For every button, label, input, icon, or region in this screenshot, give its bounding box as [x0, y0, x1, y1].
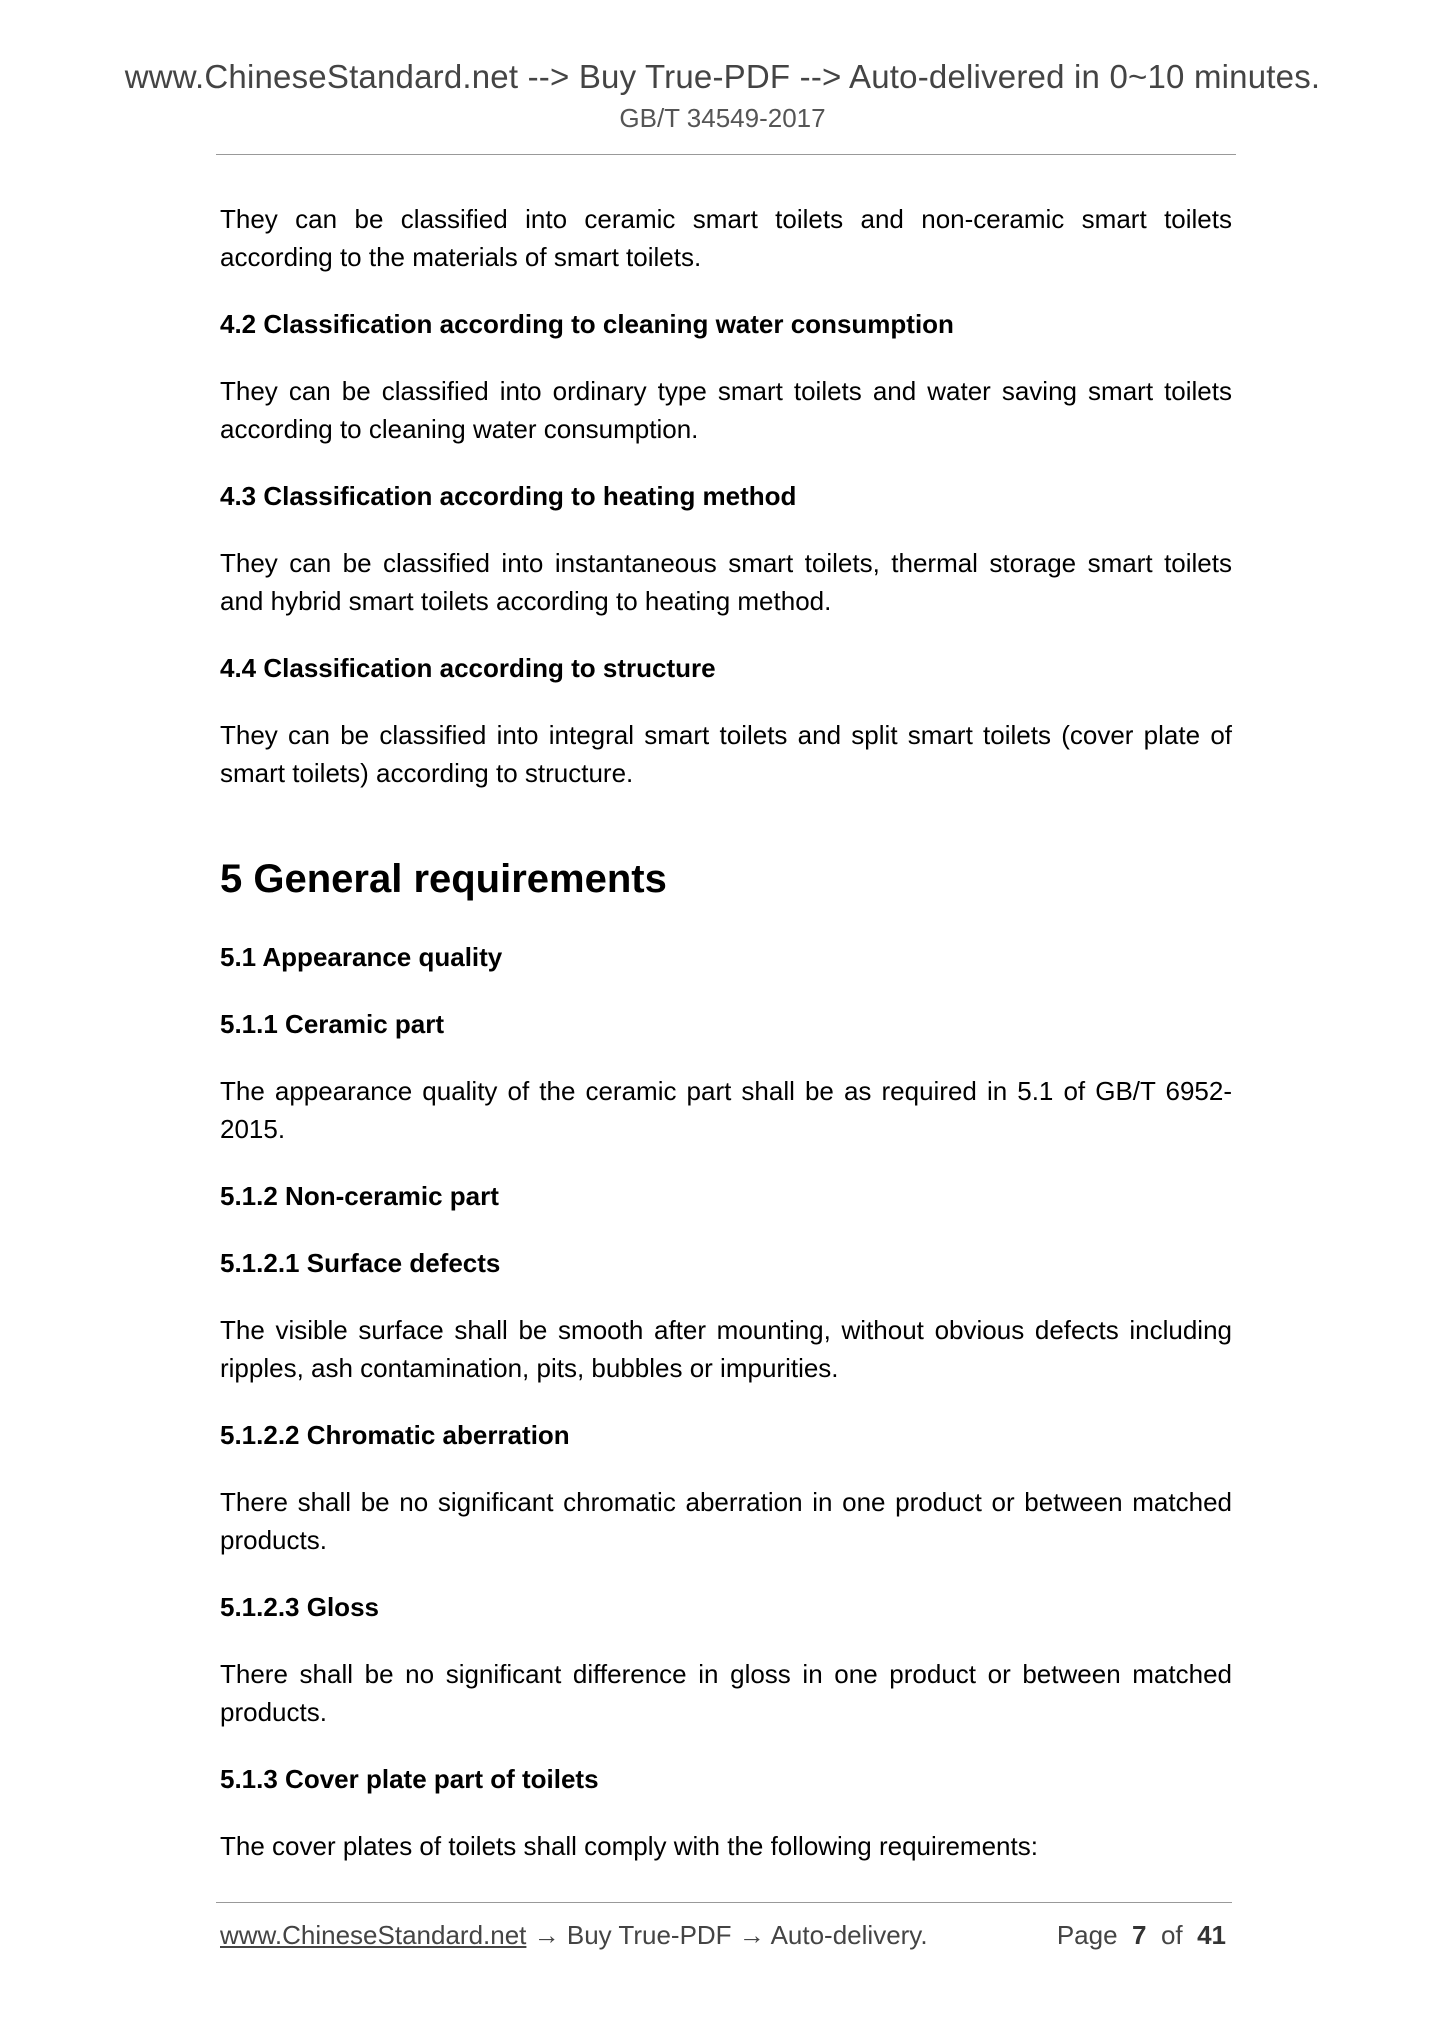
heading-5-1-2-1: 5.1.2.1 Surface defects: [220, 1248, 501, 1278]
site-banner: www.ChineseStandard.net --> Buy True-PDF --> Auto-delivered in 0~10 minutes.: [124, 58, 1321, 95]
heading-4-3: 4.3 Classification according to heating method: [220, 481, 797, 511]
heading-5-1-2-2: 5.1.2.2 Chromatic aberration: [220, 1420, 570, 1450]
footer-promo: [220, 1920, 928, 1951]
page-total: 41: [1197, 1920, 1226, 1950]
footer-site-link[interactable]: www.ChineseStandard.net: [220, 1920, 527, 1950]
of-label: of: [1160, 1920, 1183, 1950]
paragraph-5-1-1: The appearance quality of the ceramic part shall be as required in 5.1 of GB/T 6952-2015.: [220, 1076, 1232, 1144]
paragraph-5-1-2-3: There shall be no significant difference in gloss in one product or between matched products.: [220, 1659, 1232, 1727]
paragraph-5-1-2-1: The visible surface shall be smooth after mounting, without obvious defects including ripples, ash contamination, pits, bubbles or impurities.: [220, 1315, 1232, 1383]
paragraph-4-2: They can be classified into ordinary type smart toilets and water saving smart toilets according to cleaning water consumption.: [220, 376, 1232, 444]
header-divider: [216, 154, 1236, 155]
page-footer: [220, 1920, 1226, 1960]
heading-5-1-3: 5.1.3 Cover plate part of toilets: [220, 1764, 599, 1794]
paragraph-4-4: They can be classified into integral smart toilets and split smart toilets (cover plate of smart toilets) according to structure.: [220, 720, 1232, 788]
page-current: 7: [1132, 1920, 1147, 1950]
page-body: [220, 200, 1232, 1894]
heading-5-1: 5.1 Appearance quality: [220, 942, 503, 972]
page-label: Page: [1056, 1920, 1118, 1950]
paragraph-5-1-3: The cover plates of toilets shall comply with the following requirements:: [220, 1831, 1038, 1861]
heading-4-4: 4.4 Classification according to structure: [220, 653, 716, 683]
heading-5-1-1: 5.1.1 Ceramic part: [220, 1009, 445, 1039]
page-indicator: [1057, 1920, 1226, 1951]
heading-4-2: 4.2 Classification according to cleaning water consumption: [220, 309, 954, 339]
standard-number: GB/T 34549-2017: [619, 103, 826, 133]
footer-divider: [216, 1902, 1232, 1903]
paragraph-materials: They can be classified into ceramic smart toilets and non-ceramic smart toilets according to the materials of smart toilets.: [220, 204, 1232, 272]
chapter-heading-5: 5 General requirements: [220, 857, 667, 901]
paragraph-4-3: They can be classified into instantaneous smart toilets, thermal storage smart toilets and hybrid smart toilets according to heating method.: [220, 548, 1232, 616]
paragraph-5-1-2-2: There shall be no significant chromatic aberration in one product or between matched products.: [220, 1487, 1232, 1555]
heading-5-1-2-3: 5.1.2.3 Gloss: [220, 1592, 379, 1622]
footer-tagline: → Buy True-PDF → Auto-delivery.: [526, 1920, 928, 1950]
heading-5-1-2: 5.1.2 Non-ceramic part: [220, 1181, 499, 1211]
